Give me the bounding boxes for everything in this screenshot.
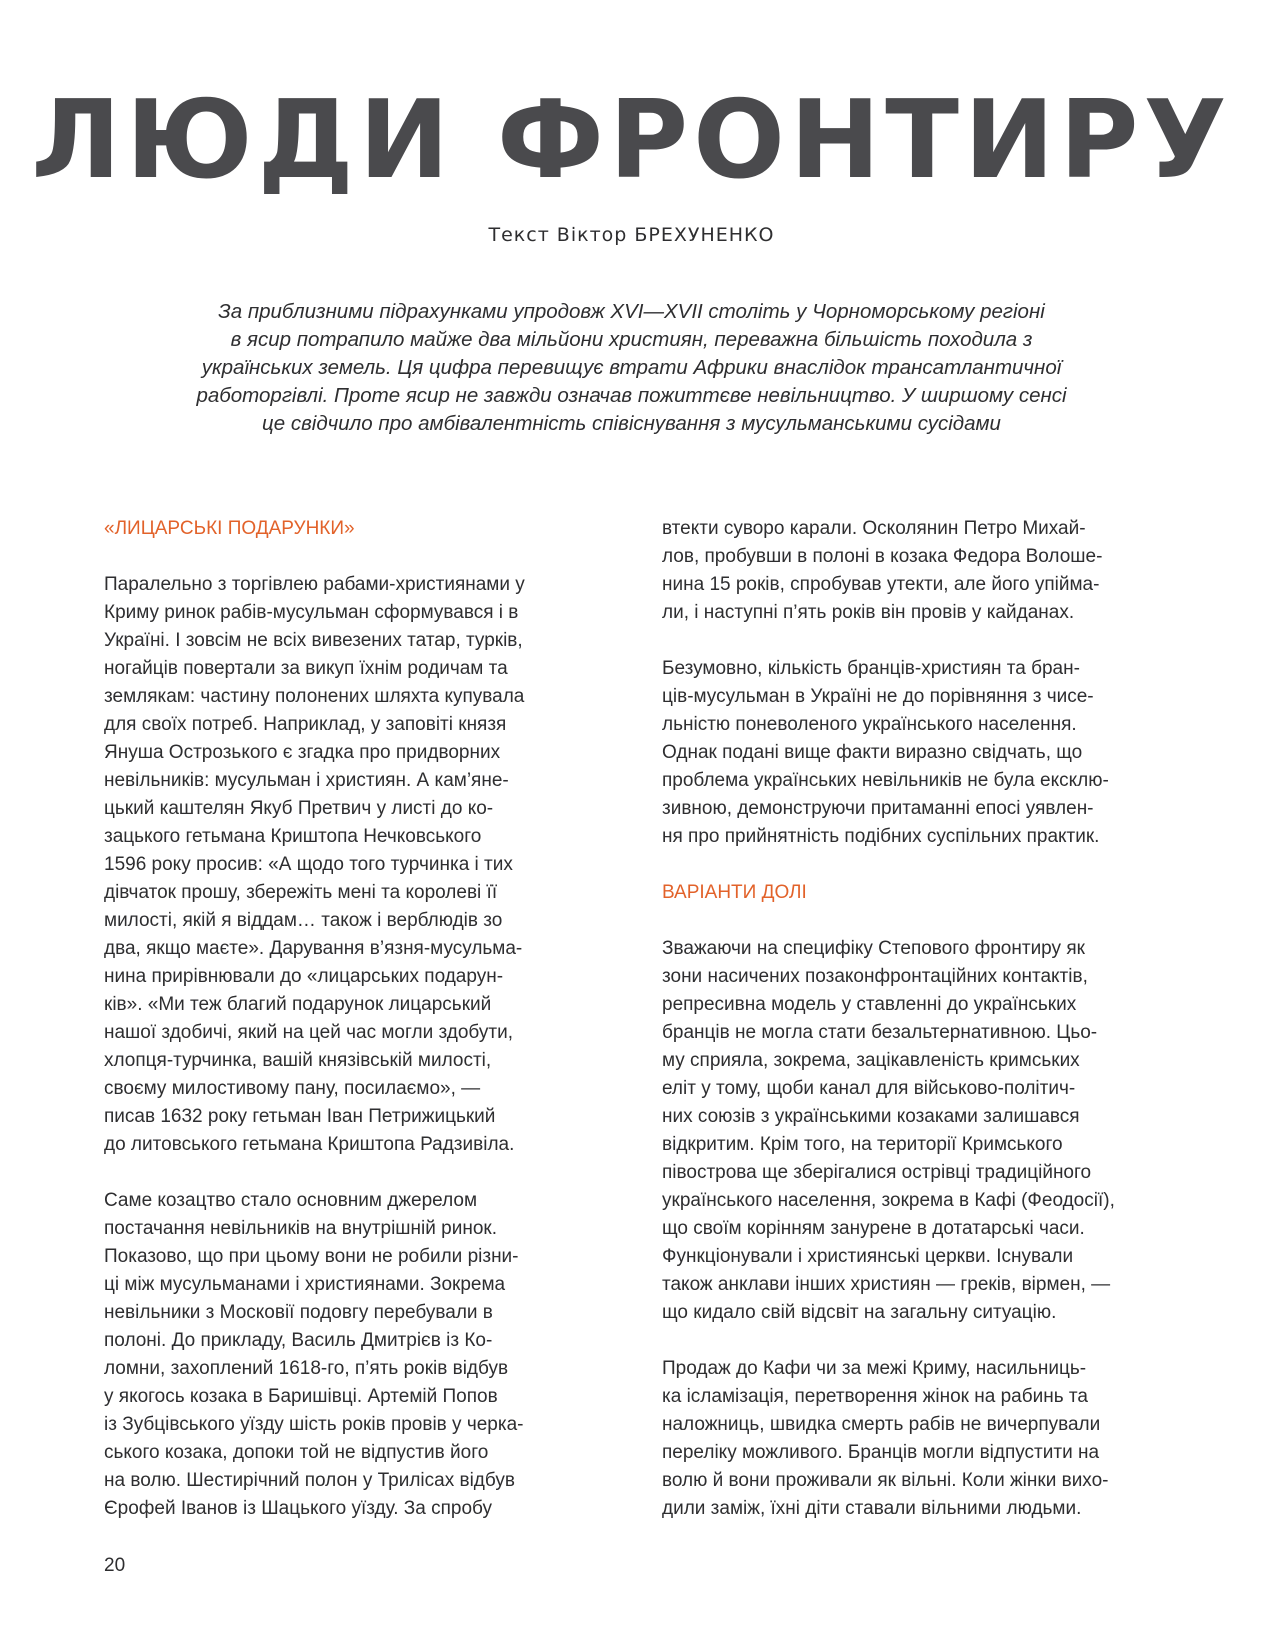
section-heading-fate-variants: ВАРІАНТИ ДОЛІ: [662, 882, 807, 903]
body-paragraph: Паралельно з торгівлею рабами-християнами у Криму ринок рабів-мусульман сформувався і в Україні. І зовсім не всіх вивезених татар, турків, ногайців повертали за викуп їхнім родичам та землякам: частину полонених шляхта купувала для своїх потреб. Наприклад, у заповіті князя Януша Острозького є згадка про придворних невільників: мусульман і християн. А кам’яне- цький каштелян Якуб Претвич у листі до ко- зацького гетьмана Криштопа Нечковського 1596 року просив: «А щодо того турчинка і тих дівчаток прошу, збережіть мені та королеві її милості, якій я віддам… також і верблюдів зо два, якщо маєте». Дарування в’язня-мусульма- нина прирівнювали до «лицарських подарун- ків». «Ми теж благий подарунок лицарський нашої здобичі, який на цей час могли здобути, хлопця-турчинка, вашій князівській милості, своєму милостивому пану, посилаємо», — писав 1632 року гетьман Іван Петрижицький до литовського гетьмана Криштопа Радзивіла.: [104, 574, 525, 1155]
article-title: ЛЮДИ ФРОНТИРУ: [31, 78, 1232, 203]
body-paragraph: Зважаючи на специфіку Степового фронтиру як зони насичених позаконфронтаційних контактів, репресивна модель у ставленні до українських бранців не могла стати безальтернативною. Цьо- му сприяла, зокрема, зацікавленість кримських еліт у тому, щоби канал для військово-політич- них союзів з українськими козаками залишався відкритим. Крім того, на території Кримського півострова ще зберігалися острівці традиційного українського населення, зокрема в Кафі (Феодосії), що своїм корінням занурене в дотатарські часи. Функціонували і християнські церкви. Існували також анклави інших християн — греків, вірмен, — що кидало свій відсвіт на загальну ситуацію.: [662, 938, 1115, 1323]
section-heading-knightly-gifts: «ЛИЦАРСЬКІ ПОДАРУНКИ»: [104, 518, 355, 539]
body-paragraph: Безумовно, кількість бранців-християн та бран- ців-мусульман в Україні не до порівняння з чисе- льністю поневоленого українського населення. Однак подані вище факти виразно свідчать, що проблема українських невільників не була ексклю- зивною, демонструючи притаманні епосі уявлен- ня про прийнятність подібних суспільних практик.: [662, 658, 1109, 847]
right-column: [662, 515, 1167, 1551]
lead-paragraph: За приблизними підрахунками упродовж XVI—XVII століть у Чорноморському регіоні в ясир потрапило майже два мільйони християн, переважна більшість походила з українських земель. Ця цифра перевищує втрати Африки внаслідок трансатлантичної работоргівлі. Проте ясир не завжди означав пожиттєве невільництво. У ширшому сенсі це свідчило про амбівалентність співіснування з мусульманськими сусідами: [196, 300, 1067, 435]
page-number: 20: [104, 1555, 126, 1576]
author-line: Текст Віктор БРЕХУНЕНКО: [488, 224, 775, 246]
body-paragraph: Продаж до Кафи чи за межі Криму, насильниць- ка ісламізація, перетворення жінок на рабинь та наложниць, швидка смерть рабів не вичерпували переліку можливого. Бранців могли відпустити на волю й вони проживали як вільні. Коли жінки вихо- дили заміж, їхні діти ставали вільними людьми.: [662, 1358, 1109, 1519]
body-paragraph: втекти суворо карали. Осколянин Петро Михай- лов, пробувши в полоні в козака Федора Волоше- нина 15 років, спробував утекти, але його упійма- ли, і наступні п’ять років він провів у кайданах.: [662, 518, 1103, 623]
left-column: [104, 515, 609, 1551]
body-paragraph: Саме козацтво стало основним джерелом постачання невільників на внутрішній ринок. Показово, що при цьому вони не робили різни- ці між мусульманами і християнами. Зокрема невільники з Московії подовгу перебували в полоні. До прикладу, Василь Дмитрієв із Ко- ломни, захоплений 1618-го, п’ять років відбув у якогось козака в Баришівці. Артемій Попов із Зубцівського уїзду шість років провів у черка- ського козака, допоки той не відпустив його на волю. Шестирічний полон у Трилісах відбув Єрофей Іванов із Шацького уїзду. За спробу: [104, 1190, 524, 1519]
